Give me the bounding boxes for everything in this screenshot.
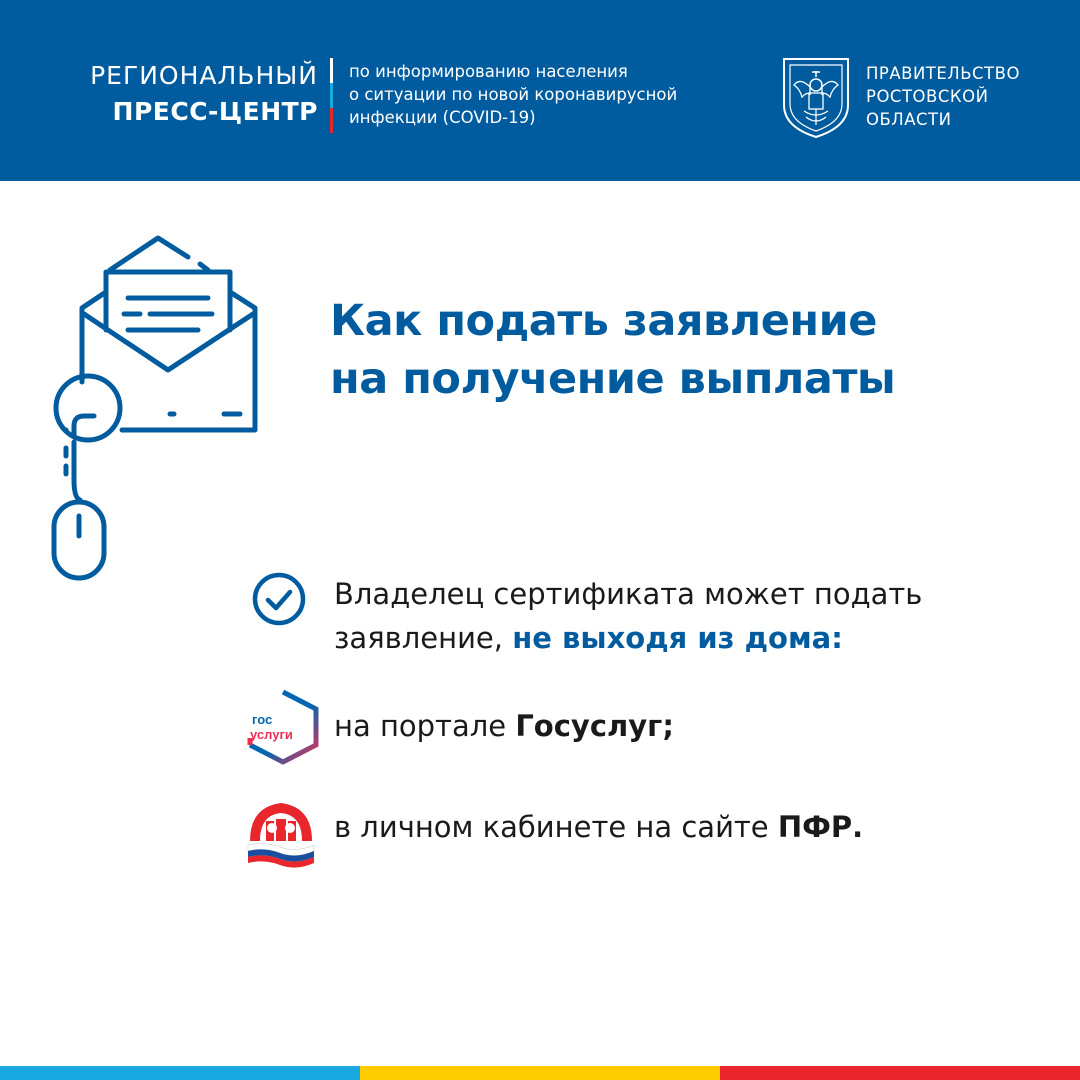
rostov-region-coat-of-arms-icon [780, 55, 852, 139]
description-line-3: инфекции (COVID-19) [349, 108, 536, 127]
gov-line-1: ПРАВИТЕЛЬСТВО [866, 64, 1020, 83]
item-text-after: ; [662, 709, 674, 743]
header-banner [0, 0, 1080, 181]
item-text [334, 704, 674, 748]
item-text-plain: заявление, [334, 621, 513, 655]
description-line-2: о ситуации по новой коронавирусной [349, 85, 678, 104]
check-circle-icon [252, 572, 306, 626]
item-text-line-1: Владелец сертификата может подать [334, 577, 923, 611]
page-title [330, 292, 1050, 408]
gov-line-2: РОСТОВСКОЙ [866, 87, 989, 106]
government-name [866, 62, 1020, 131]
gosuslugi-logo-text-top: гос [252, 712, 273, 727]
stripe-red [720, 1066, 1080, 1080]
item-text-bold: ПФР [777, 810, 853, 844]
bottom-color-stripe [0, 1066, 1080, 1080]
gosuslugi-logo-text-bottom: услуги [250, 727, 293, 742]
stripe-blue [0, 1066, 360, 1080]
gosuslugi-logo-icon [244, 688, 322, 766]
title-line-2: на получение выплаты [330, 354, 896, 404]
gov-line-3: ОБЛАСТИ [866, 110, 952, 129]
item-text [334, 805, 863, 849]
brand-line-2: ПРЕСС-ЦЕНТР [112, 97, 318, 126]
item-text-bold: Госуслуг [515, 709, 663, 743]
item-text-plain: в личном кабинете на сайте [334, 810, 778, 844]
press-center-title [40, 58, 318, 130]
item-text-plain: на портале [334, 709, 516, 743]
title-line-1: Как подать заявление [330, 296, 877, 346]
description-line-1: по информированию населения [349, 62, 628, 81]
stripe-yellow [360, 1066, 720, 1080]
list-item [240, 795, 1040, 875]
press-center-description [349, 60, 739, 129]
brand-line-1: РЕГИОНАЛЬНЫЙ [90, 61, 318, 90]
item-text-line-2 [334, 616, 843, 660]
envelope-with-mouse-icon [48, 230, 263, 590]
item-text-after: . [852, 810, 864, 844]
list-item [240, 688, 1040, 768]
item-text-accent: не выходя из дома: [512, 621, 843, 655]
tricolor-divider [330, 58, 333, 133]
pfr-logo-icon [244, 795, 318, 869]
list-item [240, 572, 1040, 672]
